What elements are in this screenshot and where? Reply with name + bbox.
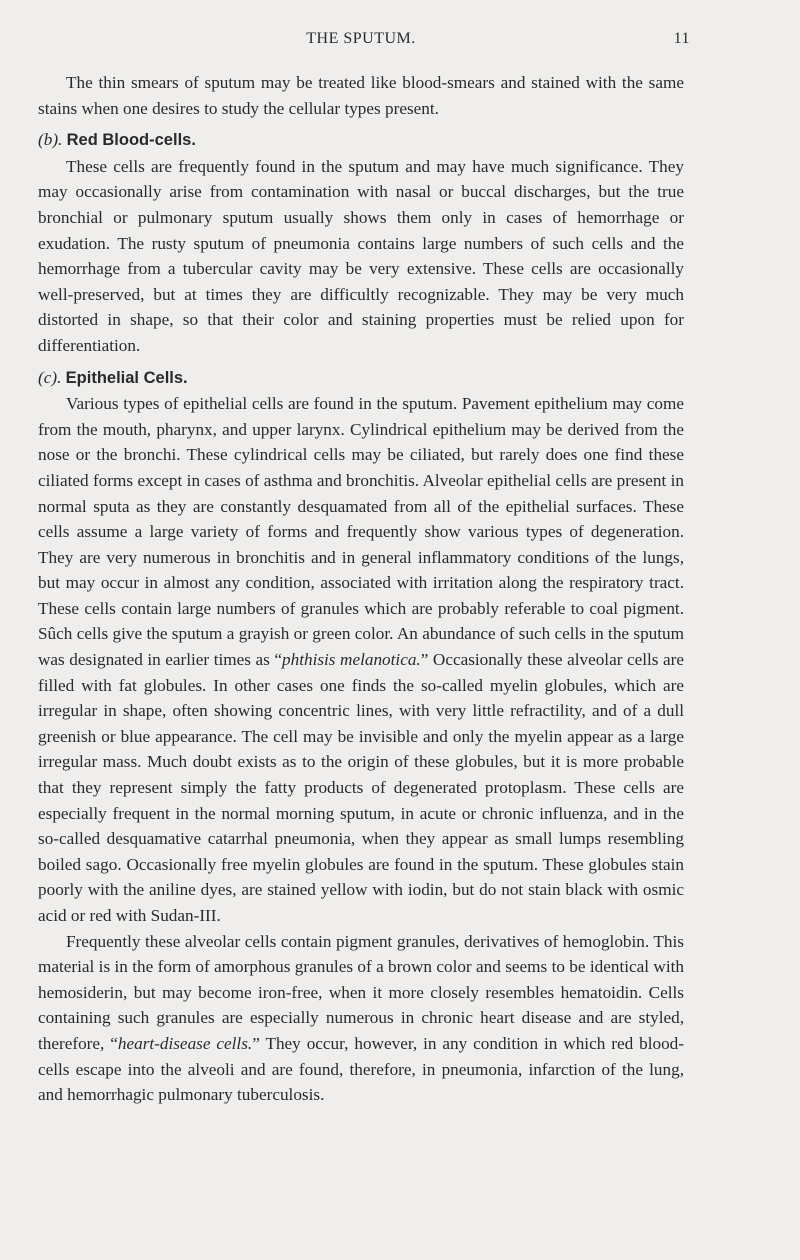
section-letter: (c). [38,367,62,387]
running-title: THE SPUTUM. [306,30,416,47]
pigment-granules-paragraph [38,929,684,1108]
section-heading-epithelial-cells [38,365,684,392]
paragraph-text: ” They occur, however, in any condition in which red blood-cells escape into the alveoli and are found, therefore, in pneumonia, infarction of the lung, and hemorrhagic pulmonary tuberculosis. [38,1033,684,1105]
page-number: 11 [673,30,690,47]
paragraph-text: Frequently these alveolar cells contain pigment granules, derivatives of hemoglobin. This material is in the form of amorphous granules of a brown color and seems to be identical with hemosiderin, but may become iron-free, when it more closely resembles hematoidin. Cells containing such granules are especially numerous in chronic heart disease and are styled, therefore, “ [38,931,684,1053]
intro-paragraph: The thin smears of sputum may be treated like blood-smears and stained with the same stains when one desires to study the cellular types present. [38,73,684,118]
epithelial-cells-paragraph [38,391,684,928]
section-title: Epithelial Cells. [65,368,188,387]
paragraph-text: Various types of epithelial cells are found in the sputum. Pavement epithelium may come from the mouth, pharynx, and upper larynx. Cylindrical epithelium may be derived from the nose or the bronchi. These cylindrical cells may be ciliated, but rarely does one find these ciliated forms except in cases of asthma and bronchitis. Alveolar epithelial cells are present in normal sputa as they are constantly desquamated from all of the epithelial surfaces. These cells assume a large variety of forms and frequently show various types of degeneration. They are very numerous in bronchitis and in general inflammatory conditions of the lungs, but may occur in almost any condition, associated with irritation along the respiratory tract. These cells contain large numbers of granules which are probably referable to coal pigment. Sûch cells give the sputum a grayish or green color. An abundance of such cells in the sputum was designated in earlier times as “ [38,394,684,670]
italic-term: phthisis melanotica. [282,650,421,670]
section-letter: (b). [38,130,63,150]
paragraph-text: ” Occasionally these alveolar cells are filled with fat globules. In other cases one finds the so-called myelin globules, which are irregular in shape, often showing concentric lines, with very little refractility, and of a dull greenish or blue appearance. The cell may be invisible and only the myelin appear as a large irregular mass. Much doubt exists as to the origin of these globules, but it is more probable that they represent simply the fatty products of degenerated protoplasm. These cells are especially frequent in the normal morning sputum, in acute or chronic influenza, and in the so-called desquamative catarrhal pneumonia, when they appear as small lumps resembling boiled sago. Occasionally free myelin globules are found in the sputum. These globules stain poorly with the aniline dyes, are stained yellow with iodin, but do not stain black with osmic acid or red with Sudan-III. [38,650,685,925]
italic-term: heart-disease cells. [117,1033,253,1053]
section-title: Red Blood-cells. [66,131,196,150]
section-heading-red-blood-cells [38,127,684,154]
red-blood-cells-paragraph: These cells are frequently found in the sputum and may have much significance. They may occasionally arise from contamination with nasal or buccal discharges, but the true bronchial or pulmonary sputum usually shows them only in cases of hemorrhage or exudation. The rusty sputum of pneumonia contains large numbers of such cells and the hemorrhage from a tubercular cavity may be very extensive. These cells are occasionally well-preserved, but at times they are difficultly recognizable. They may be very much distorted in shape, so that their color and staining properties must be relied upon for differentiation. [38,156,684,355]
running-head [38,30,690,56]
